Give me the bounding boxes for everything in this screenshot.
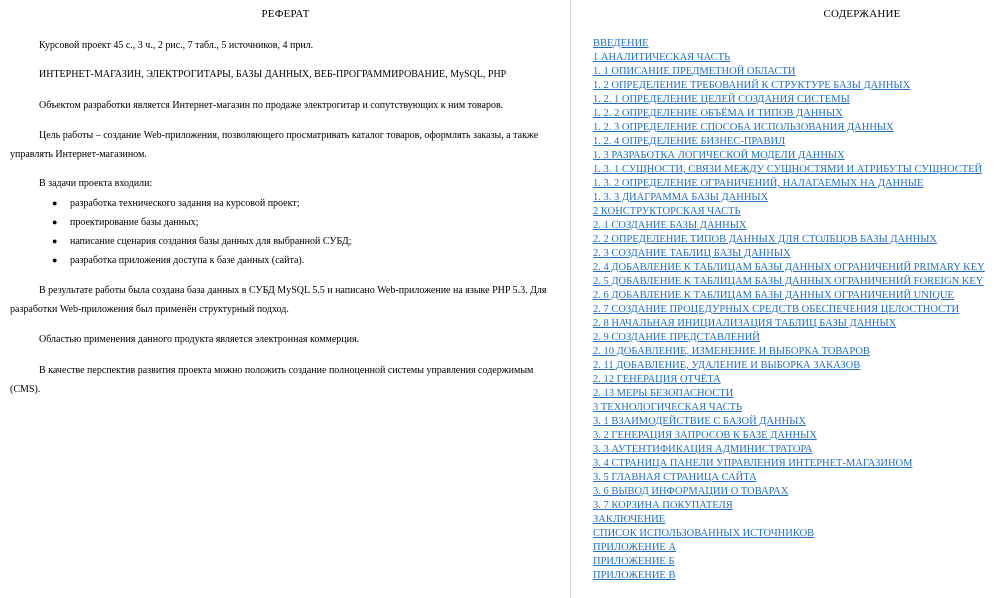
toc-item [593, 191, 985, 205]
toc-item [593, 569, 985, 583]
toc-link[interactable]: ВВЕДЕНИЕ [593, 38, 649, 49]
table-of-contents [593, 37, 985, 583]
toc-item [593, 79, 985, 93]
toc-link[interactable]: 2 КОНСТРУКТОРСКАЯ ЧАСТЬ [593, 206, 741, 217]
toc-item [593, 331, 985, 345]
toc-link[interactable]: 1 АНАЛИТИЧЕСКАЯ ЧАСТЬ [593, 52, 731, 63]
toc-item [593, 401, 985, 415]
toc-item [593, 499, 985, 513]
toc-link[interactable]: 3. 2 ГЕНЕРАЦИЯ ЗАПРОСОВ К БАЗЕ ДАННЫХ [593, 430, 817, 441]
toc-item [593, 471, 985, 485]
toc-link[interactable]: 2. 4 ДОБАВЛЕНИЕ К ТАБЛИЦАМ БАЗЫ ДАННЫХ ОГРАНИЧЕНИЙ PRIMARY KEY [593, 262, 985, 273]
toc-item [593, 303, 985, 317]
toc-link[interactable]: ПРИЛОЖЕНИЕ В [593, 570, 676, 581]
abstract-goal: Цель работы – создание Web-приложения, позволяющего просматривать каталог товаров, оформлять заказы, а также управлять Интернет-магазином. [10, 130, 539, 160]
toc-item [593, 65, 985, 79]
toc-link[interactable]: 1. 3. 1 СУЩНОСТИ, СВЯЗИ МЕЖДУ СУЩНОСТЯМИ И АТРИБУТЫ СУЩНОСТЕЙ [593, 164, 983, 175]
abstract-summary: Курсовой проект 45 с., 3 ч., 2 рис., 7 табл., 5 источников, 4 прил. [39, 40, 314, 51]
toc-link[interactable]: 2. 2 ОПРЕДЕЛЕНИЕ ТИПОВ ДАННЫХ ДЛЯ СТОЛБЦОВ БАЗЫ ДАННЫХ [593, 234, 937, 245]
abstract-result: В результате работы была создана база данных в СУБД MySQL 5.5 и написано Web-приложение на языке PHP 5.3. Для разработки Web-приложения был применён структурный подход. [10, 285, 547, 315]
toc-link[interactable]: 1. 1 ОПИСАНИЕ ПРЕДМЕТНОЙ ОБЛАСТИ [593, 66, 796, 77]
toc-item [593, 275, 985, 289]
toc-item [593, 135, 985, 149]
toc-link[interactable]: 2. 6 ДОБАВЛЕНИЕ К ТАБЛИЦАМ БАЗЫ ДАННЫХ ОГРАНИЧЕНИЙ UNIQUE [593, 290, 954, 301]
toc-item [593, 457, 985, 471]
toc-link[interactable]: 1. 2. 4 ОПРЕДЕЛЕНИЕ БИЗНЕС-ПРАВИЛ [593, 136, 786, 147]
toc-link[interactable]: 3 ТЕХНОЛОГИЧЕСКАЯ ЧАСТЬ [593, 402, 743, 413]
toc-item [593, 177, 985, 191]
toc-link[interactable]: 2. 10 ДОБАВЛЕНИЕ, ИЗМЕНЕНИЕ И ВЫБОРКА ТОВАРОВ [593, 346, 870, 357]
toc-item [593, 429, 985, 443]
abstract-application-area: Областью применения данного продукта является электронная коммерция. [39, 334, 360, 345]
toc-link[interactable]: 1. 2 ОПРЕДЕЛЕНИЕ ТРЕБОВАНИЙ К СТРУКТУРЕ БАЗЫ ДАННЫХ [593, 80, 911, 91]
toc-link[interactable]: 3. 1 ВЗАИМОДЕЙСТВИЕ С БАЗОЙ ДАННЫХ [593, 416, 806, 427]
toc-link[interactable]: 3. 5 ГЛАВНАЯ СТРАНИЦА САЙТА [593, 472, 757, 483]
bullet-icon: ● [52, 255, 58, 265]
toc-link[interactable]: ЗАКЛЮЧЕНИЕ [593, 514, 666, 525]
list-item: ● разработка приложения доступа к базе данных (сайта). [52, 251, 552, 270]
toc-item [593, 541, 985, 555]
toc-item [593, 163, 985, 177]
toc-item [593, 555, 985, 569]
list-item: ● написание сценария создания базы данных для выбранной СУБД; [52, 232, 552, 251]
toc-item [593, 373, 985, 387]
contents-page [572, 0, 1000, 598]
toc-link[interactable]: 3. 3 АУТЕНТИФИКАЦИЯ АДМИНИСТРАТОРА [593, 444, 813, 455]
toc-link[interactable]: 1. 2. 2 ОПРЕДЕЛЕНИЕ ОБЪЁМА И ТИПОВ ДАННЫХ [593, 108, 843, 119]
toc-link[interactable]: 2. 5 ДОБАВЛЕНИЕ К ТАБЛИЦАМ БАЗЫ ДАННЫХ ОГРАНИЧЕНИЙ FOREIGN KEY [593, 276, 984, 287]
toc-link[interactable]: 1. 2. 1 ОПРЕДЕЛЕНИЕ ЦЕЛЕЙ СОЗДАНИЯ СИСТЕМЫ [593, 94, 850, 105]
toc-link[interactable]: ПРИЛОЖЕНИЕ А [593, 542, 677, 553]
toc-link[interactable]: 3. 4 СТРАНИЦА ПАНЕЛИ УПРАВЛЕНИЯ ИНТЕРНЕТ-МАГАЗИНОМ [593, 458, 913, 469]
toc-link[interactable]: 3. 6 ВЫВОД ИНФОРМАЦИИ О ТОВАРАХ [593, 486, 789, 497]
toc-item [593, 247, 985, 261]
toc-item [593, 527, 985, 541]
bullet-icon: ● [52, 198, 58, 208]
toc-item [593, 485, 985, 499]
toc-item [593, 415, 985, 429]
toc-item [593, 107, 985, 121]
toc-item [593, 345, 985, 359]
abstract-prospects: В качестве перспектив развития проекта можно положить создание полноценной системы управления содержимым (CMS). [10, 365, 534, 395]
toc-link[interactable]: 1. 3. 2 ОПРЕДЕЛЕНИЕ ОГРАНИЧЕНИЙ, НАЛАГАЕМЫХ НА ДАННЫЕ [593, 178, 924, 189]
page-divider [570, 0, 571, 598]
toc-item [593, 443, 985, 457]
toc-item [593, 149, 985, 163]
toc-item [593, 359, 985, 373]
abstract-heading: РЕФЕРАТ [261, 8, 310, 20]
toc-link[interactable]: 1. 3. 3 ДИАГРАММА БАЗЫ ДАННЫХ [593, 192, 769, 203]
toc-link[interactable]: 2. 3 СОЗДАНИЕ ТАБЛИЦ БАЗЫ ДАННЫХ [593, 248, 791, 259]
bullet-icon: ● [52, 217, 58, 227]
toc-link[interactable]: 2. 8 НАЧАЛЬНАЯ ИНИЦИАЛИЗАЦИЯ ТАБЛИЦ БАЗЫ ДАННЫХ [593, 318, 897, 329]
toc-item [593, 93, 985, 107]
bullet-icon: ● [52, 236, 58, 246]
toc-item [593, 513, 985, 527]
toc-link[interactable]: 2. 13 МЕРЫ БЕЗОПАСНОСТИ [593, 388, 734, 399]
toc-link[interactable]: 1. 3 РАЗРАБОТКА ЛОГИЧЕСКОЙ МОДЕЛИ ДАННЫХ [593, 150, 845, 161]
toc-item [593, 37, 985, 51]
toc-link[interactable]: 2. 11 ДОБАВЛЕНИЕ, УДАЛЕНИЕ И ВЫБОРКА ЗАКАЗОВ [593, 360, 861, 371]
toc-item [593, 121, 985, 135]
abstract-object: Объектом разработки является Интернет-магазин по продаже электрогитар и сопутствующих к ним товаров. [39, 100, 504, 111]
toc-link[interactable]: 2. 7 СОЗДАНИЕ ПРОЦЕДУРНЫХ СРЕДСТВ ОБЕСПЕЧЕНИЯ ЦЕЛОСТНОСТИ [593, 304, 960, 315]
toc-link[interactable]: 1. 2. 3 ОПРЕДЕЛЕНИЕ СПОСОБА ИСПОЛЬЗОВАНИЯ ДАННЫХ [593, 122, 894, 133]
toc-link[interactable]: СПИСОК ИСПОЛЬЗОВАННЫХ ИСТОЧНИКОВ [593, 528, 815, 539]
toc-link[interactable]: 2. 12 ГЕНЕРАЦИЯ ОТЧЁТА [593, 374, 721, 385]
toc-link[interactable]: 3. 7 КОРЗИНА ПОКУПАТЕЛЯ [593, 500, 733, 511]
abstract-keywords: ИНТЕРНЕТ-МАГАЗИН, ЭЛЕКТРОГИТАРЫ, БАЗЫ ДАННЫХ, ВЕБ-ПРОГРАММИРОВАНИЕ, MySQL, PHP [39, 69, 507, 80]
toc-item [593, 317, 985, 331]
toc-item [593, 289, 985, 303]
toc-link[interactable]: ПРИЛОЖЕНИЕ Б [593, 556, 675, 567]
toc-link[interactable]: 2. 1 СОЗДАНИЕ БАЗЫ ДАННЫХ [593, 220, 747, 231]
contents-heading: СОДЕРЖАНИЕ [823, 8, 901, 20]
toc-item [593, 219, 985, 233]
toc-link[interactable]: 2. 9 СОЗДАНИЕ ПРЕДСТАВЛЕНИЙ [593, 332, 760, 343]
list-item: ● разработка технического задания на курсовой проект; [52, 194, 552, 213]
tasks-list [52, 194, 552, 270]
toc-item [593, 233, 985, 247]
toc-item [593, 387, 985, 401]
toc-item [593, 51, 985, 65]
list-item: ● проектирование базы данных; [52, 213, 552, 232]
toc-item [593, 261, 985, 275]
abstract-tasks-intro: В задачи проекта входили: [39, 178, 153, 189]
toc-item [593, 205, 985, 219]
